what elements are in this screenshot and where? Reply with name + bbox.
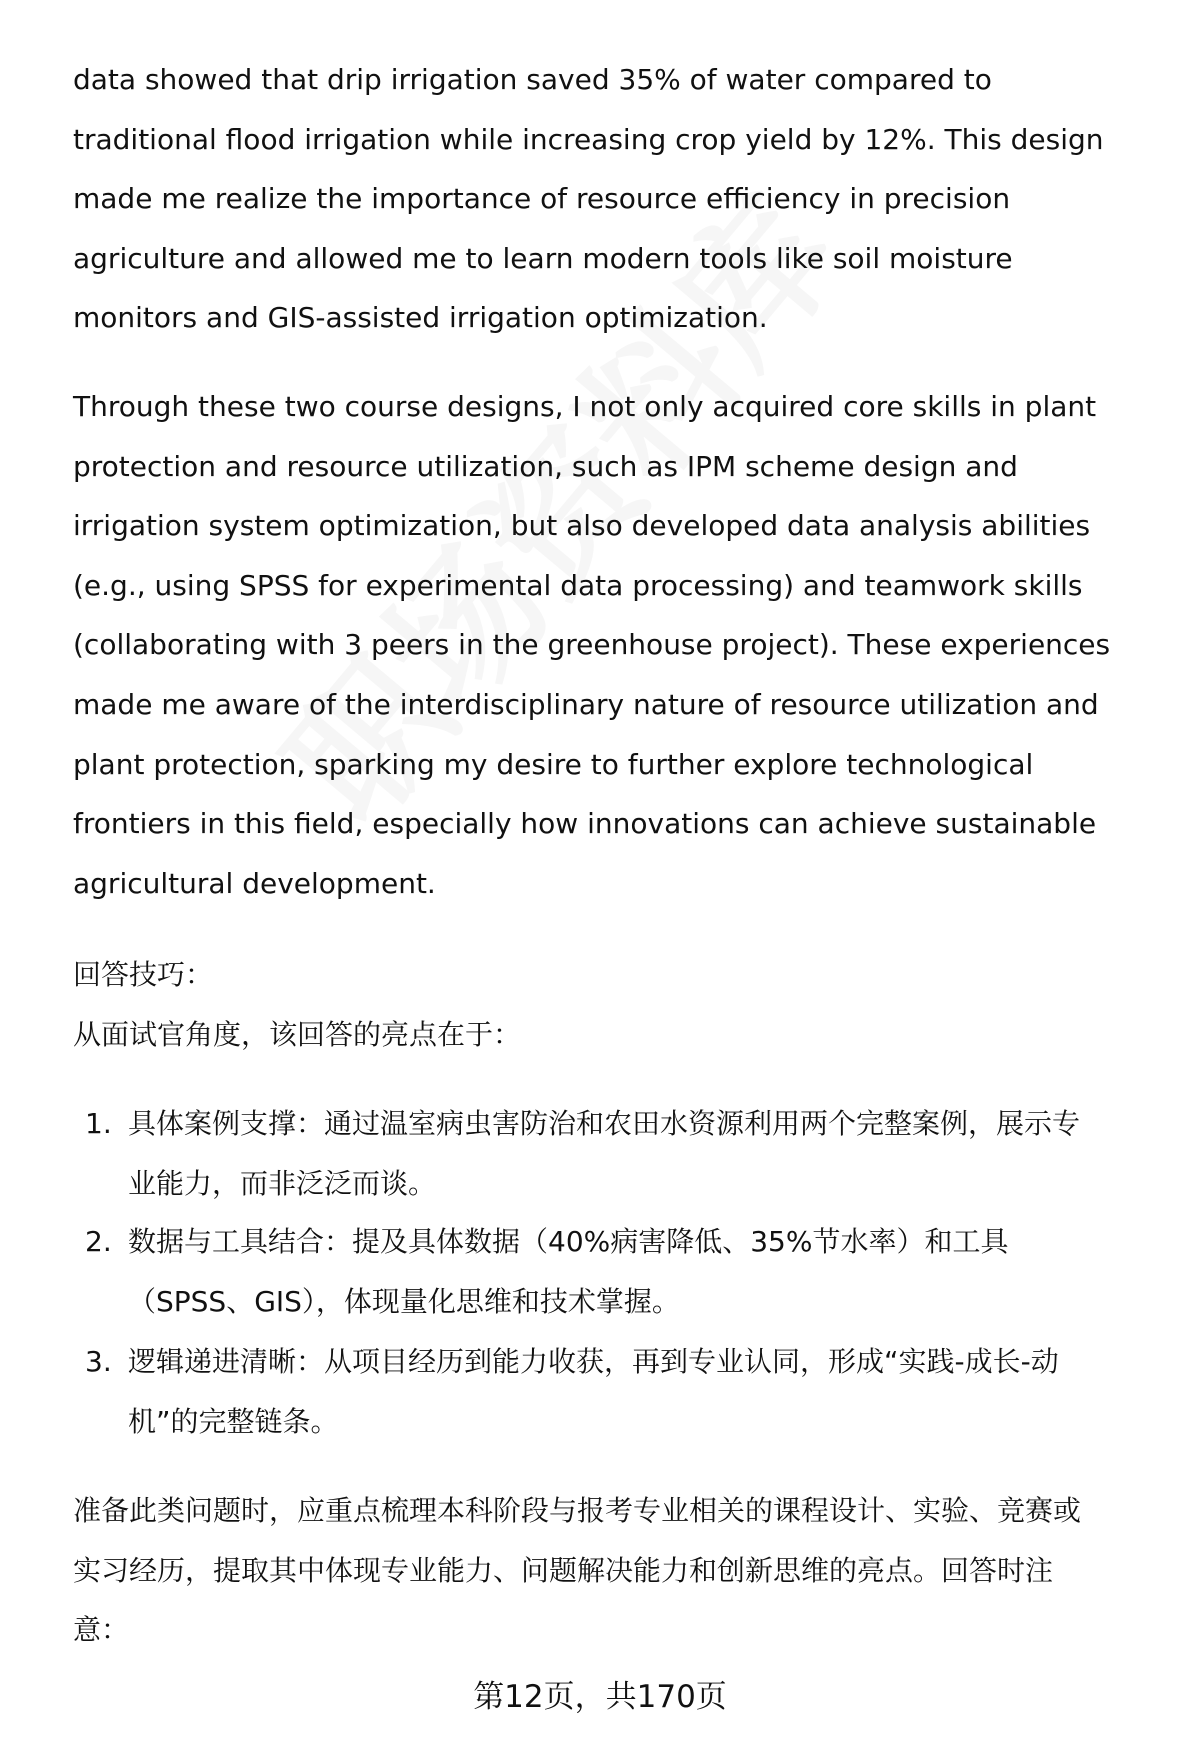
closing-paragraph [73,1481,1153,1660]
text-line: made me aware of the interdisciplinary nature of resource utilization and [73,687,1099,721]
text-line: plant protection, sparking my desire to further explore technological [73,747,1034,781]
list-number: 1. [85,1107,112,1140]
text-line: (collaborating with 3 peers in the greenhouse project). These experiences [73,628,1111,662]
text-line: 机”的完整链条。 [128,1404,339,1438]
paragraph-2 [73,377,1153,913]
text-line: monitors and GIS-assisted irrigation optimization. [73,301,768,335]
tips-section [73,945,1153,1064]
list-number: 3. [85,1345,112,1378]
text-line: 业能力，而非泛泛而谈。 [128,1166,437,1200]
text-line: 具体案例支撑：通过温室病虫害防治和农田水资源利用两个完整案例，展示专 [128,1107,1081,1140]
text-line: agriculture and allowed me to learn modern tools like soil moisture [73,241,1013,275]
text-line: irrigation system optimization, but also developed data analysis abilities [73,509,1091,543]
list-number: 2. [85,1225,112,1258]
text-line: data showed that drip irrigation saved 35% of water compared to [73,63,992,96]
tips-intro: 从面试官角度，该回答的亮点在于： [73,1017,522,1051]
text-line: traditional flood irrigation while increasing crop yield by 12%. This design [73,122,1104,156]
text-line: (e.g., using SPSS for experimental data processing) and teamwork skills [73,568,1083,602]
page-number: 第12页，共170页 [473,1679,727,1715]
text-line: 实习经历，提取其中体现专业能力、问题解决能力和创新思维的亮点。回答时注 [73,1553,1054,1587]
tips-heading: 回答技巧： [73,958,214,991]
text-line: 意： [73,1613,130,1647]
text-line: protection and resource utilization, such as IPM scheme design and [73,449,1018,483]
text-line: 准备此类问题时，应重点梳理本科阶段与报考专业相关的课程设计、实验、竞赛或 [73,1494,1082,1527]
text-line: 数据与工具结合：提及具体数据（40%病害降低、35%节水率）和工具 [128,1225,1009,1258]
text-line: made me realize the importance of resource efficiency in precision [73,182,1011,216]
text-line: （SPSS、GIS），体现量化思维和技术掌握。 [128,1284,680,1318]
text-line: Through these two course designs, I not only acquired core skills in plant [73,390,1097,423]
paragraph-1 [73,50,1153,348]
text-line: agricultural development. [73,866,436,900]
text-line: 逻辑递进清晰：从项目经历到能力收获，再到专业认同，形成“实践-成长-动 [128,1345,1059,1378]
text-line: frontiers in this field, especially how innovations can achieve sustainable [73,807,1097,841]
